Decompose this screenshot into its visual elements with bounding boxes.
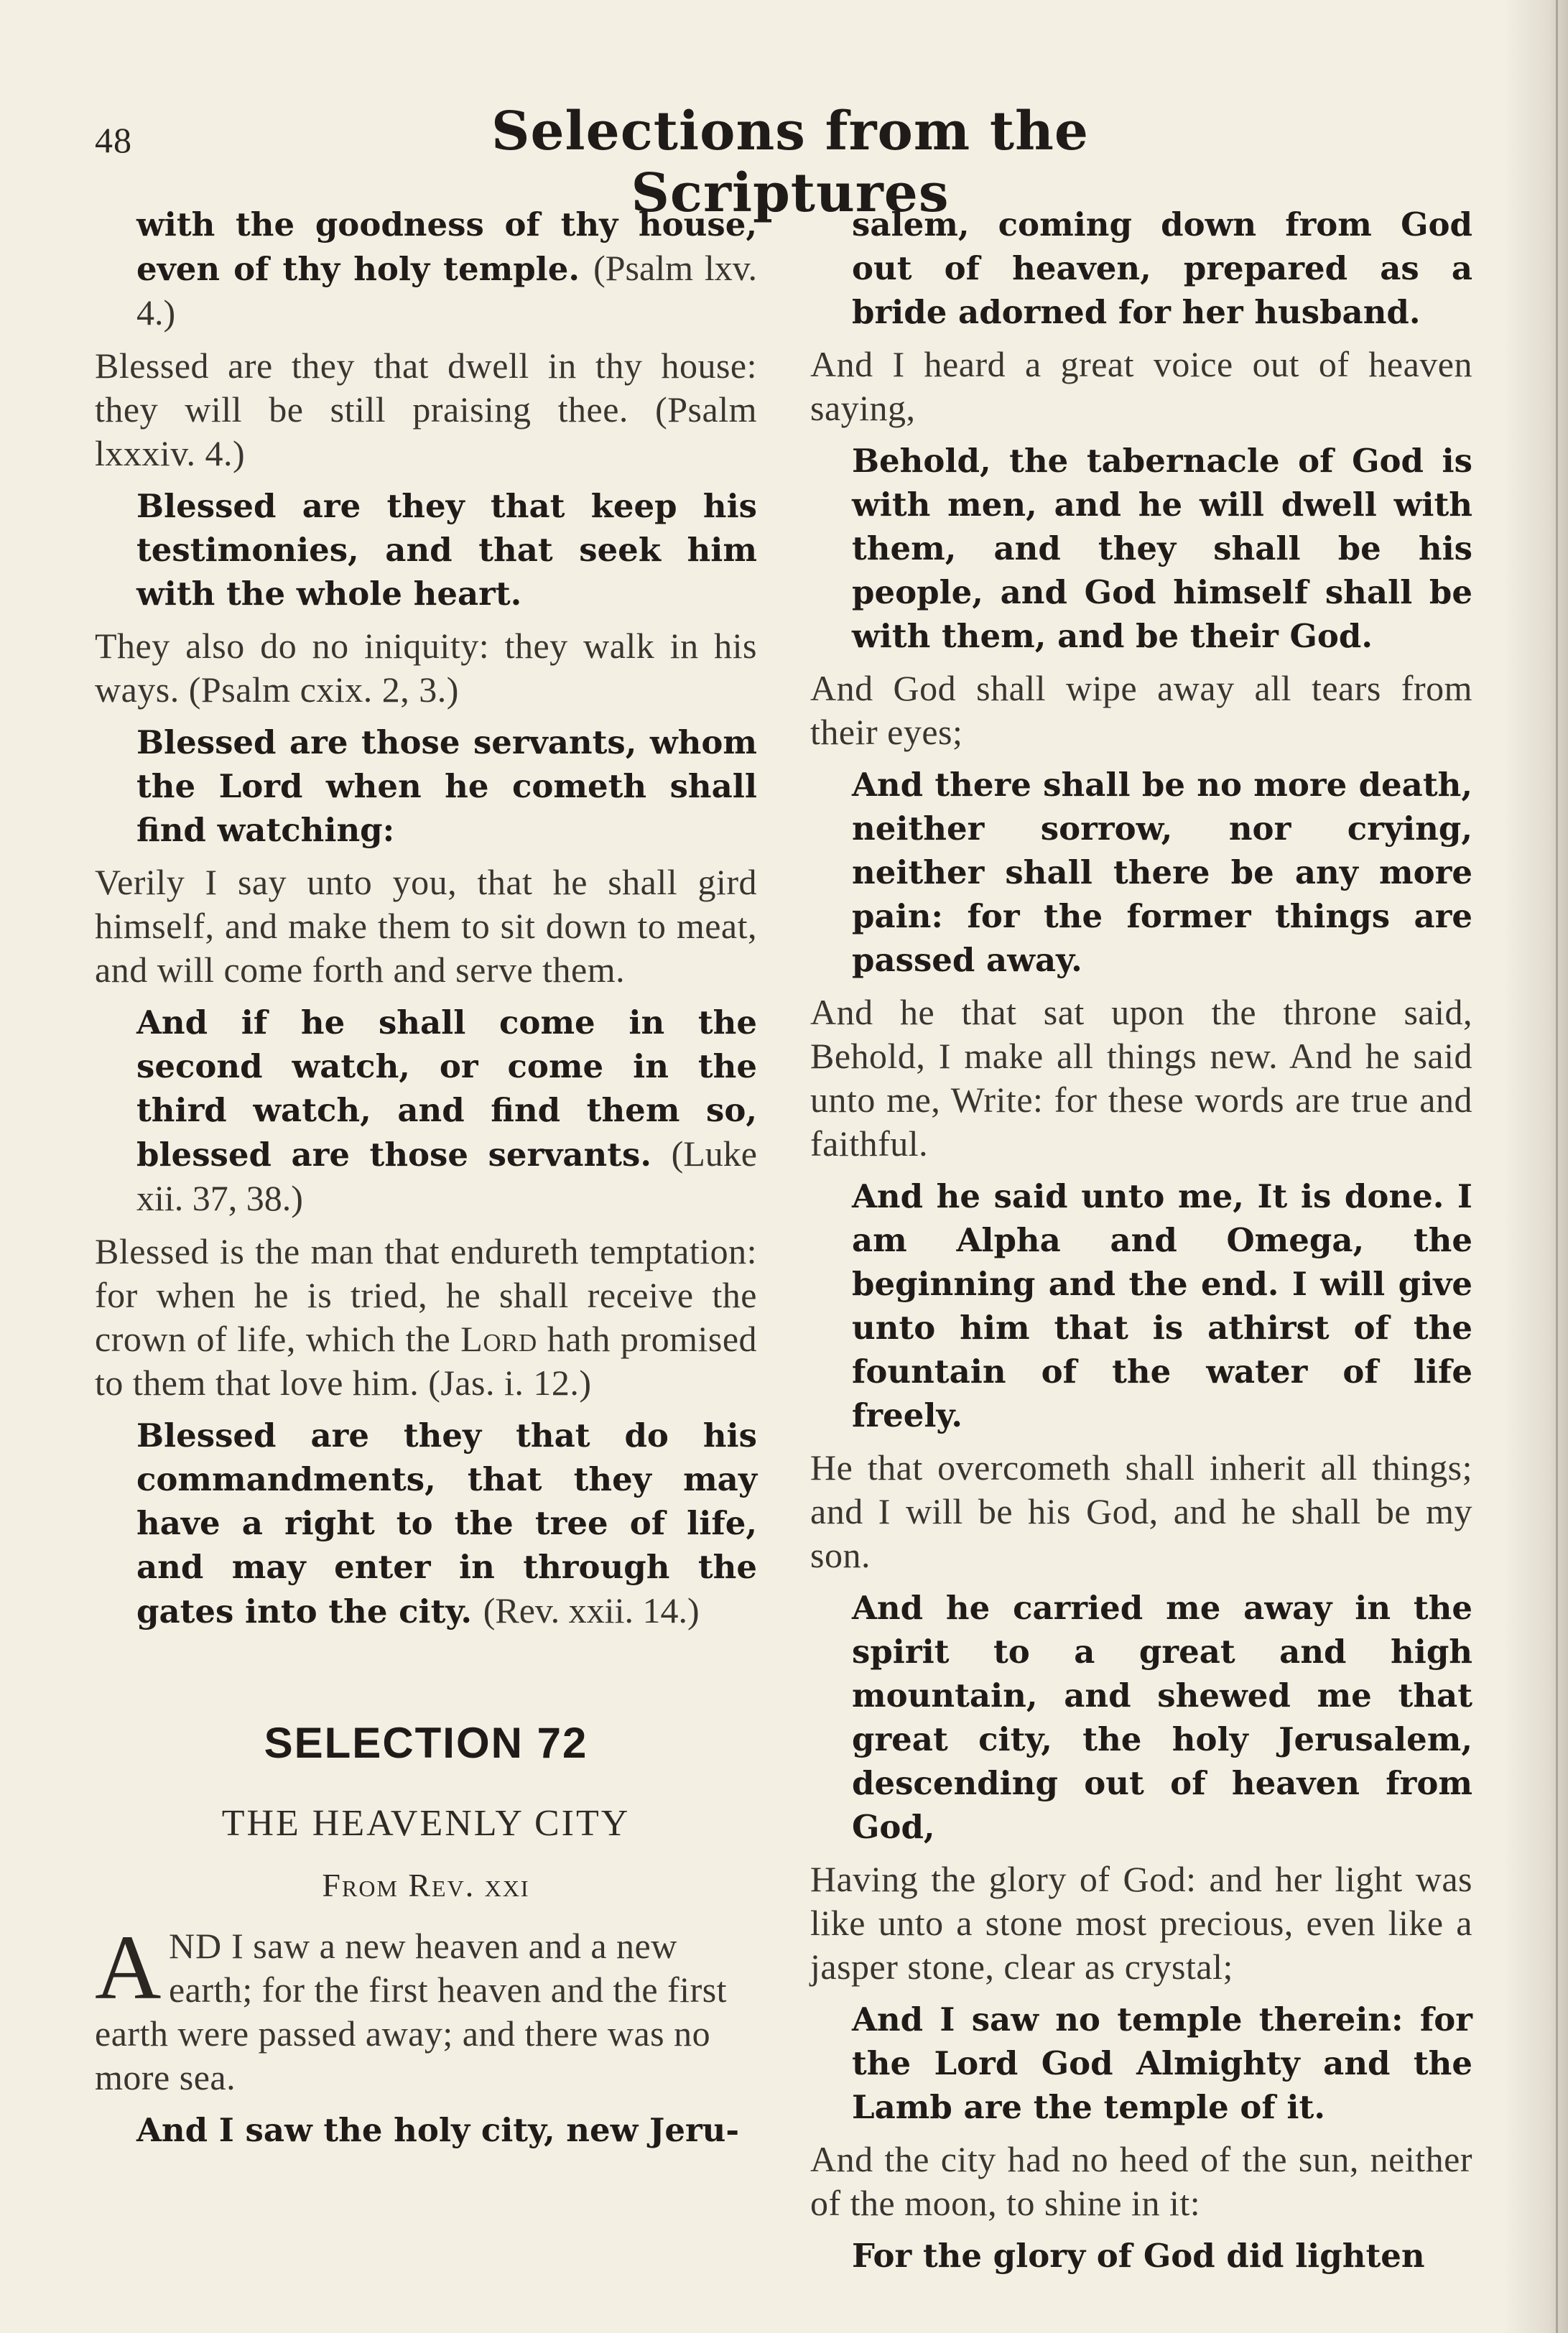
running-head: Selections from the Scriptures: [491, 101, 1089, 224]
page-number: 48: [95, 120, 132, 160]
verse-bold: And he carried me away in the spirit to a great and high mountain, and shewed me that great city, the holy Jerusalem, descending out of heaven from God,: [852, 1589, 1472, 1846]
verse-plain: And he that sat upon the throne said, Behold, I make all things new. And he said unto me, Write: for these words are true and faithful.: [810, 992, 1472, 1164]
verse-plain: They also do no iniquity: they walk in his ways. (Psalm cxix. 2, 3.): [95, 626, 757, 710]
verse-bold: And I saw the holy city, new Jeru-: [136, 2111, 740, 2149]
dropcap-paragraph: AND I saw a new heaven and a new earth; for the first heaven and the first earth were passed away; and there was no more sea.: [95, 1916, 728, 2097]
verse-plain: He that overcometh shall inherit all things; and I will be his God, and he shall be my son.: [810, 1447, 1472, 1575]
verse-bold: salem, coming down from God out of heaven, prepared as a bride adorned for her husband.: [852, 205, 1472, 331]
verse-plain: Blessed is the man that endureth temptation: for when he is tried, he shall receive the crown of life, which the Lord hath promised to them that love him. (Jas. i. 12.): [95, 1231, 758, 1403]
verse-bold: Behold, the tabernacle of God is with men, and he will dwell with them, and they shall be his people, and God himself shall be with them, and be their God.: [852, 442, 1472, 655]
verse-reference: (Luke xii. 37, 38.): [136, 1133, 757, 1218]
verse-plain: And the city had no heed of the sun, neither of the moon, to shine in it:: [810, 2139, 1472, 2223]
verse-plain: And I heard a great voice out of heaven saying,: [810, 344, 1472, 428]
verse-bold: And if he shall come in the second watch, or come in the third watch, and find them so, blessed are those servants. (Luke xii. 37, 38.): [136, 1003, 757, 1218]
verse-bold: And I saw no temple therein: for the Lord God Almighty and the Lamb are the temple of it.: [852, 2000, 1472, 2126]
verse-plain: Having the glory of God: and her light was like unto a stone most precious, even like a jasper stone, clear as crystal;: [810, 1859, 1472, 1987]
verse-reference: (Psalm lxv. 4.): [136, 248, 757, 333]
verse-bold: Blessed are they that do his commandments, that they may have a right to the tree of life, and may enter in through the gates into the city. (Rev. xxii. 14.): [136, 1416, 757, 1631]
verse-bold: Blessed are they that keep his testimonies, and that seek him with the whole heart.: [136, 487, 757, 613]
right-column: [810, 203, 1472, 2286]
verse-plain: And God shall wipe away all tears from their eyes;: [810, 668, 1472, 752]
selection-source: From Rev. xxi: [322, 1867, 530, 1903]
verse-bold: And he said unto me, It is done. I am Alpha and Omega, the beginning and the end. I will give unto him that is athirst of the fountain of the water of life freely.: [852, 1177, 1472, 1434]
lord-small-caps: Lord: [460, 1319, 537, 1359]
verse-reference: (Rev. xxii. 14.): [483, 1590, 700, 1631]
page-edge-shadow: [1503, 0, 1568, 2333]
verse-plain: Blessed are they that dwell in thy house: they will be still praising thee. (Psalm lxxxiv. 4.): [95, 345, 757, 473]
verse-bold: For the glory of God did lighten: [852, 2237, 1425, 2275]
verse-bold: with the goodness of thy house, even of thy holy temple. (Psalm lxv. 4.): [136, 205, 757, 333]
selection-heading-block: [95, 1718, 757, 1904]
page-edge-line: [1556, 0, 1558, 2333]
selection-title: SELECTION 72: [264, 1719, 588, 1767]
drop-cap-letter: A: [95, 1916, 162, 2018]
verse-bold: And there shall be no more death, neither sorrow, nor crying, neither shall there be any more pain: for the former things are passed away.: [852, 766, 1472, 979]
left-column: [95, 203, 757, 2161]
verse-bold: Blessed are those servants, whom the Lord when he cometh shall find watching:: [136, 723, 757, 849]
selection-subtitle: THE HEAVENLY CITY: [221, 1803, 631, 1844]
verse-plain: Verily I say unto you, that he shall gird himself, and make them to sit down to meat, and will come forth and serve them.: [95, 862, 757, 990]
